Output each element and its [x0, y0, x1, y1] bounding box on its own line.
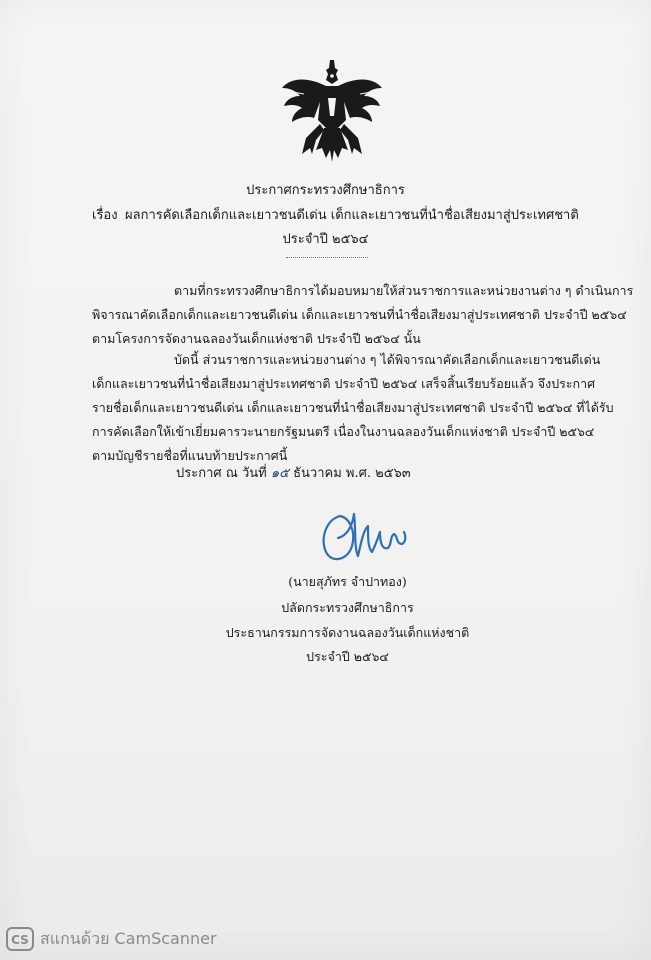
camscanner-watermark	[6, 925, 217, 953]
subject-text: ผลการคัดเลือกเด็กและเยาวชนดีเด่น เด็กและเยาวชนที่นำชื่อเสียงมาสู่ประเทศชาติ	[125, 208, 579, 223]
paragraph-intro	[92, 279, 634, 351]
signatory-role: ประธานกรรมการจัดงานฉลองวันเด็กแห่งชาติ	[225, 625, 470, 640]
signatory-title: ปลัดกระทรวงศึกษาธิการ	[281, 600, 414, 615]
paragraph-result	[92, 348, 614, 468]
paragraph-line: ตามโครงการจัดงานฉลองวันเด็กแห่งชาติ ประจำปี ๒๕๖๔ นั้น	[92, 331, 421, 346]
logo-text: CS	[11, 933, 29, 947]
dotted-divider	[286, 257, 368, 258]
signatory-year: ประจำปี ๒๕๖๔	[306, 649, 389, 664]
watermark-text: สแกนด้วย CamScanner	[40, 928, 217, 948]
paragraph-line: เด็กและเยาวชนที่นำชื่อเสียงมาสู่ประเทศชาติ ประจำปี ๒๕๖๔ เสร็จสิ้นเรียบร้อยแล้ว จึงประกาศ	[92, 376, 596, 391]
handwritten-signature-icon	[318, 508, 410, 566]
signatory-name: (นายสุภัทร จำปาทอง)	[288, 574, 407, 589]
camscanner-logo-icon	[6, 927, 34, 951]
garuda-emblem-icon	[280, 58, 384, 168]
paragraph-line: ตามที่กระทรวงศึกษาธิการได้มอบหมายให้ส่วนราชการและหน่วยงานต่าง ๆ ดำเนินการ	[174, 283, 634, 298]
paragraph-line: พิจารณาคัดเลือกเด็กและเยาวชนดีเด่น เด็กและเยาวชนที่นำชื่อเสียงมาสู่ประเทศชาติ ประจำปี ๒๕๖๔	[92, 307, 627, 322]
paragraph-line: ตามบัญชีรายชื่อที่แนบท้ายประกาศนี้	[92, 448, 288, 463]
year-line: ประจำปี ๒๕๖๔	[282, 232, 369, 247]
date-prefix: ประกาศ ณ วันที่	[176, 466, 267, 481]
date-suffix: ธันวาคม พ.ศ. ๒๕๖๓	[293, 466, 411, 481]
date-day: ๑๕	[270, 466, 289, 481]
paragraph-line: การคัดเลือกให้เข้าเยี่ยมคารวะนายกรัฐมนตรี เนื่องในงานฉลองวันเด็กแห่งชาติ ประจำปี ๒๕๖๔	[92, 424, 595, 439]
paragraph-line: บัดนี้ ส่วนราชการและหน่วยงานต่าง ๆ ได้พิจารณาคัดเลือกเด็กและเยาวชนดีเด่น	[174, 352, 601, 367]
announcement-date	[176, 466, 411, 482]
announcement-heading: ประกาศกระทรวงศึกษาธิการ	[246, 183, 405, 198]
subject-label: เรื่อง	[92, 208, 118, 223]
paragraph-line: รายชื่อเด็กและเยาวชนดีเด่น เด็กและเยาวชนที่นำชื่อเสียงมาสู่ประเทศชาติ ประจำปี ๒๕๖๔ ที่ได้รับ	[92, 400, 614, 415]
